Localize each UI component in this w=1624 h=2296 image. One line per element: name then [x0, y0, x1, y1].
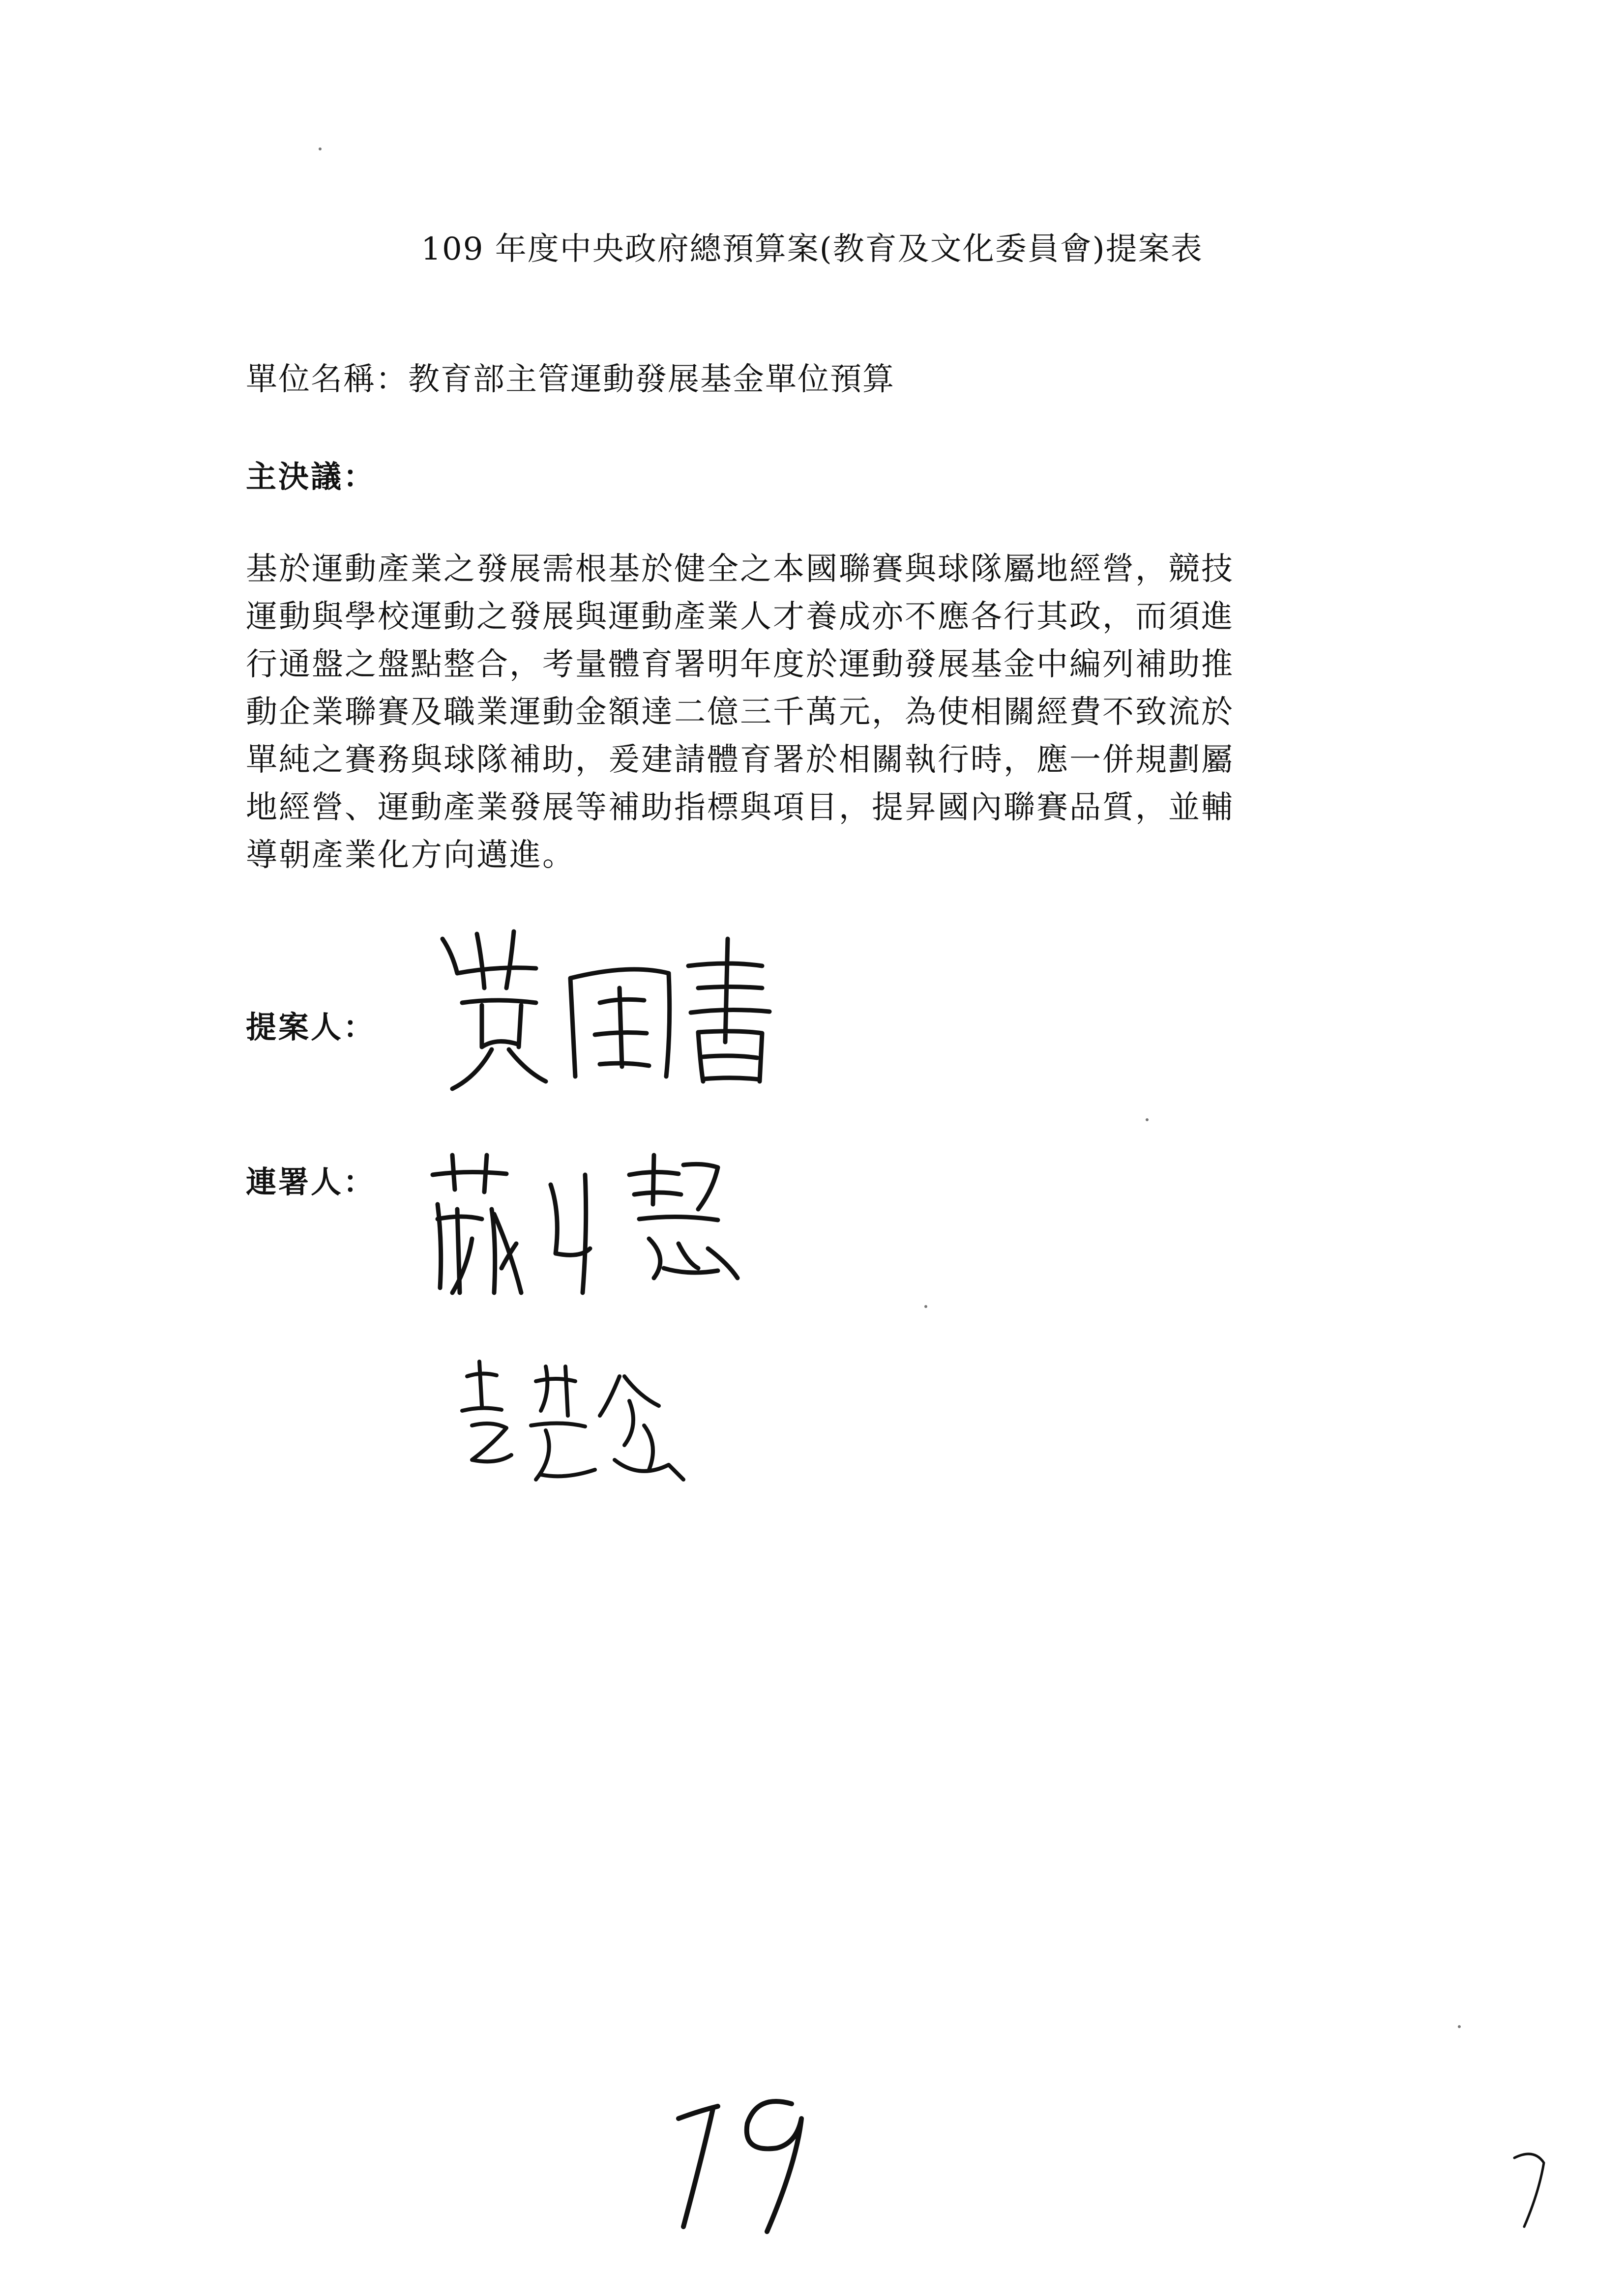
body-line: 單純之賽務與球隊補助，爰建請體育署於相關執行時，應一併規劃屬	[246, 742, 1234, 778]
body-line: 基於運動產業之發展需根基於健全之本國聯賽與球隊屬地經營，競技	[246, 551, 1234, 587]
scan-speck	[1146, 1118, 1149, 1121]
resolution-heading: 主決議：	[246, 459, 376, 494]
body-line: 行通盤之盤點整合，考量體育署明年度於運動發展基金中編列補助推	[246, 646, 1234, 683]
proposer-signature	[423, 919, 777, 1096]
handwritten-page-number	[669, 2064, 856, 2241]
cosigner-signature-1	[423, 1145, 767, 1308]
scan-speck	[1458, 2025, 1461, 2028]
scan-mark	[1505, 2143, 1564, 2241]
proposer-label: 提案人：	[246, 1009, 376, 1045]
body-line: 地經營、運動產業發展等補助指標與項目，提昇國內聯賽品質，並輔	[246, 789, 1234, 826]
body-line: 運動與學校運動之發展與運動產業人才養成亦不應各行其政，而須進	[246, 599, 1234, 635]
document-title: 109 年度中央政府總預算案(教育及文化委員會)提案表	[421, 231, 1203, 267]
cosigner-signature-2	[452, 1347, 708, 1494]
unit-name-line: 單位名稱：教育部主管運動發展基金單位預算	[246, 361, 895, 398]
body-line: 導朝產業化方向邁進。	[246, 837, 575, 873]
body-line: 動企業聯賽及職業運動金額達二億三千萬元，為使相關經費不致流於	[246, 694, 1234, 730]
resolution-body	[246, 546, 1396, 879]
cosigner-label: 連署人：	[246, 1164, 376, 1200]
scan-speck	[319, 147, 322, 150]
scan-speck	[924, 1305, 927, 1308]
